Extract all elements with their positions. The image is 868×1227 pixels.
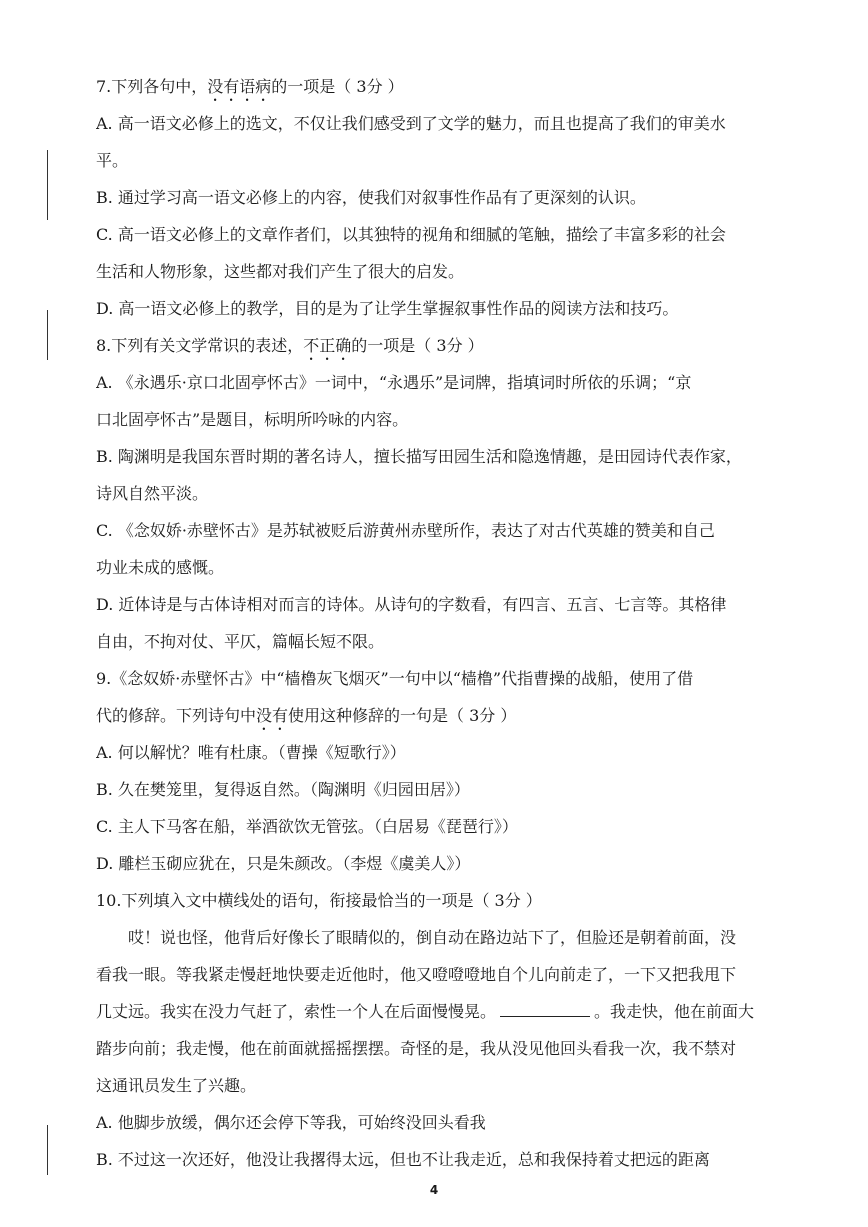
q8-option-a: A. 《永遇乐·京口北固亭怀古》一词中，“永遇乐”是词牌，指填词时所依的乐调；“京 [96,373,692,392]
q10-option-b: B. 不过这一次还好，他没让我撂得太远，但也不让我走近，总和我保持着丈把远的距离 [96,1150,710,1169]
question-9-stem: 9.《念奴娇·赤壁怀古》中“樯橹灰飞烟灭”一句中以“樯橹”代指曹操的战船，使用了借 [96,669,694,688]
q7-option-c: C. 高一语文必修上的文章作者们，以其独特的视角和细腻的笔触，描绘了丰富多彩的社会 [96,225,726,244]
question-content [96,68,756,1178]
q9-option-d: D. 雕栏玉砌应犹在，只是朱颜改。（李煜《虞美人》） [96,854,471,873]
q7-option-c-cont: 生活和人物形象，这些都对我们产生了很大的启发。 [96,262,465,281]
q7-option-d: D. 高一语文必修上的教学，目的是为了让学生掌握叙事性作品的阅读方法和技巧。 [96,299,679,318]
q7-option-a-cont: 平。 [96,151,129,170]
q10-passage-line: 踏步向前；我走慢，他在前面就摇摇摆摆。奇怪的是，我从没见他回头看我一次，我不禁对 [96,1039,737,1058]
q8-option-a-cont: 口北固亭怀古”是题目，标明所吟咏的内容。 [96,410,409,429]
q10-passage-line: 几丈远。我实在没力气赶了，索性一个人在后面慢慢晃。 。我走快，他在前面大 [96,1002,755,1021]
question-10-stem: 10.下列填入文中横线处的语句，衔接最恰当的一项是（ 3分 ） [96,891,542,910]
q10-passage-line: 看我一眼。等我紧走慢赶地快要走近他时，他又噔噔噔地自个儿向前走了，一下又把我甩下 [96,965,737,984]
page-number: 4 [429,1183,439,1197]
q8-option-b: B. 陶渊明是我国东晋时期的著名诗人，擅长描写田园生活和隐逸情趣，是田园诗代表作家， [96,447,742,466]
q10-passage-line: 哎！说也怪，他背后好像长了眼睛似的，倒自动在路边站下了，但脸还是朝着前面，没 [128,928,737,947]
q9-option-b: B. 久在樊笼里，复得返自然。（陶渊明《归园田居》） [96,780,470,799]
question-8-stem: 8.下列有关文学常识的表述，不正确的一项是（ 3分 ） [96,336,484,355]
q8-option-c-cont: 功业未成的感慨。 [96,558,225,577]
q9-option-a: A. 何以解忧？唯有杜康。（曹操《短歌行》） [96,743,406,762]
q7-option-b: B. 通过学习高一语文必修上的内容，使我们对叙事性作品有了更深刻的认识。 [96,188,646,207]
q9-option-c: C. 主人下马客在船，举酒欲饮无管弦。（白居易《琵琶行》） [96,817,518,836]
question-7-stem: 7.下列各句中，没有语病的一项是（ 3分 ） [96,77,404,96]
q10-option-a: A. 他脚步放缓，偶尔还会停下等我，可始终没回头看我 [96,1113,486,1132]
q7-option-a: A. 高一语文必修上的选文，不仅让我们感受到了文学的魅力，而且也提高了我们的审美水 [96,114,726,133]
q8-option-b-cont: 诗风自然平淡。 [96,484,209,503]
question-9-stem-cont: 代的修辞。下列诗句中没有使用这种修辞的一句是（ 3分 ） [96,706,517,725]
binding-margin-line [47,1125,48,1175]
q8-option-d-cont: 自由，不拘对仗、平仄，篇幅长短不限。 [96,632,385,651]
q8-option-d: D. 近体诗是与古体诗相对而言的诗体。从诗句的字数看，有四言、五言、七言等。其格律 [96,595,727,614]
binding-margin-line [47,150,48,220]
binding-margin-line [47,310,48,360]
q8-option-c: C. 《念奴娇·赤壁怀古》是苏轼被贬后游黄州赤壁所作，表达了对古代英雄的赞美和自己 [96,521,715,540]
q10-passage-line: 这通讯员发生了兴趣。 [96,1076,257,1095]
answer-blank [500,1000,590,1017]
